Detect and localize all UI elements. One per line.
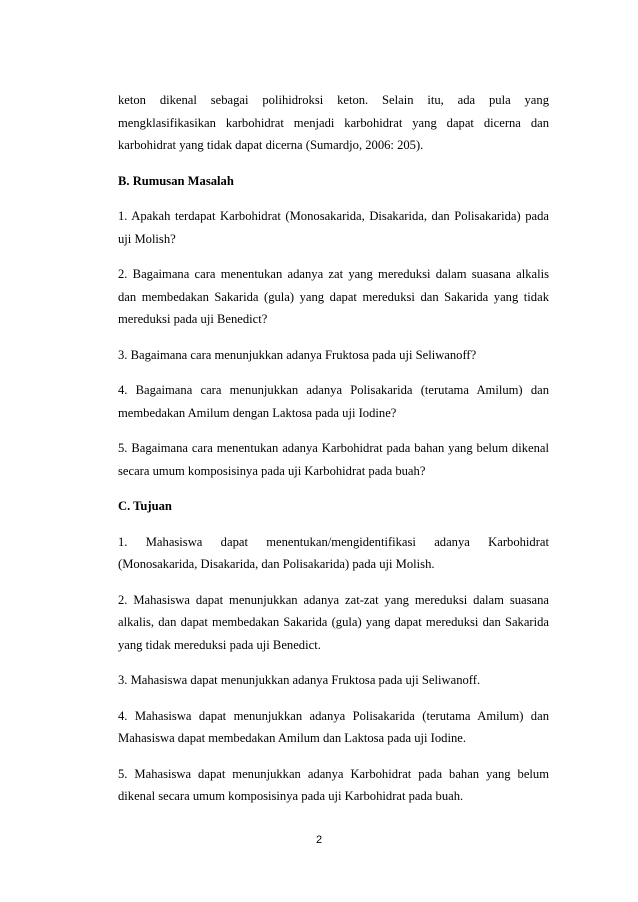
tujuan-item-3: 3. Mahasiswa dapat menunjukkan adanya Fruktosa pada uji Seliwanoff.	[118, 673, 481, 687]
intro-paragraph: keton dikenal sebagai polihidroksi keton. Selain itu, ada pula yang mengklasifikasikan karbohidrat menjadi karbohidrat yang dapat dicerna dan karbohidrat yang tidak dapat dicerna (Sumardjo, 2006: 205).	[118, 93, 549, 152]
tujuan-item-4: 4. Mahasiswa dapat menunjukkan adanya Polisakarida (terutama Amilum) dan Mahasiswa dapat membedakan Amilum dan Laktosa pada uji Iodine.	[118, 708, 549, 745]
rumusan-masalah-item-1: 1. Apakah terdapat Karbohidrat (Monosakarida, Disakarida, dan Polisakarida) pada uji Molish?	[118, 209, 549, 246]
section-heading-rumusan-masalah: B. Rumusan Masalah	[118, 173, 234, 188]
page-body	[118, 89, 549, 821]
rumusan-masalah-item-3: 3. Bagaimana cara menunjukkan adanya Fruktosa pada uji Seliwanoff?	[118, 347, 477, 362]
rumusan-masalah-item-2: 2. Bagaimana cara menentukan adanya zat yang mereduksi dalam suasana alkalis dan membedakan Sakarida (gula) yang dapat mereduksi dan Sakarida yang tidak mereduksi pada uji Benedict?	[118, 267, 549, 326]
rumusan-masalah-item-5: 5. Bagaimana cara menentukan adanya Karbohidrat pada bahan yang belum dikenal secara umum komposisinya pada uji Karbohidrat pada buah?	[118, 441, 549, 478]
section-heading-tujuan: C. Tujuan	[118, 499, 172, 513]
tujuan-item-2: 2. Mahasiswa dapat menunjukkan adanya zat-zat yang mereduksi dalam suasana alkalis, dan dapat membedakan Sakarida (gula) yang dapat mereduksi dan Sakarida yang tidak mereduksi pada uji Benedict.	[118, 592, 549, 652]
tujuan-item-1: 1. Mahasiswa dapat menentukan/mengidentifikasi adanya Karbohidrat (Monosakarida, Disakarida, dan Polisakarida) pada uji Molish.	[118, 534, 549, 571]
tujuan-item-5: 5. Mahasiswa dapat menunjukkan adanya Karbohidrat pada bahan yang belum dikenal secara umum komposisinya pada uji Karbohidrat pada buah.	[118, 766, 549, 803]
rumusan-masalah-item-4: 4. Bagaimana cara menunjukkan adanya Polisakarida (terutama Amilum) dan membedakan Amilum dengan Laktosa pada uji Iodine?	[118, 383, 549, 420]
page-number: 2	[315, 834, 323, 846]
